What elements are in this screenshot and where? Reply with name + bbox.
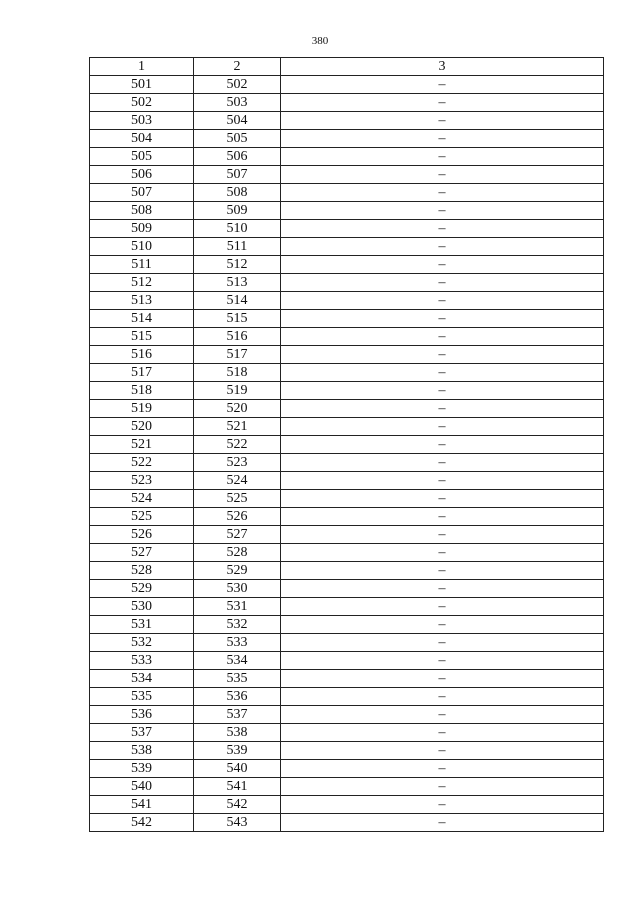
table-row <box>90 130 604 148</box>
table-cell-col3: – <box>281 148 604 166</box>
table-cell-col3: – <box>281 742 604 760</box>
table-row <box>90 184 604 202</box>
table-cell-col1: 506 <box>90 166 194 184</box>
table-cell-col1: 524 <box>90 490 194 508</box>
table-cell-col3: – <box>281 706 604 724</box>
table-cell-col2: 538 <box>194 724 281 742</box>
table-cell-col1: 509 <box>90 220 194 238</box>
table-cell-col1: 521 <box>90 436 194 454</box>
table-cell-col2: 542 <box>194 796 281 814</box>
table-row <box>90 634 604 652</box>
table-cell-col3: – <box>281 490 604 508</box>
table-cell-col1: 510 <box>90 238 194 256</box>
table-cell-col2: 531 <box>194 598 281 616</box>
table-row <box>90 274 604 292</box>
table-row <box>90 364 604 382</box>
table-cell-col3: – <box>281 76 604 94</box>
table-cell-col2: 536 <box>194 688 281 706</box>
table-cell-col1: 516 <box>90 346 194 364</box>
table-cell-col1: 529 <box>90 580 194 598</box>
table-row <box>90 94 604 112</box>
table-cell-col2: 502 <box>194 76 281 94</box>
table-row <box>90 112 604 130</box>
table-row <box>90 328 604 346</box>
table-cell-col1: 536 <box>90 706 194 724</box>
table-cell-col3: – <box>281 562 604 580</box>
table-row <box>90 688 604 706</box>
table-cell-col2: 524 <box>194 472 281 490</box>
table-row <box>90 238 604 256</box>
table-cell-col1: 541 <box>90 796 194 814</box>
table-cell-col2: 533 <box>194 634 281 652</box>
table-cell-col3: – <box>281 598 604 616</box>
table-cell-col2: 534 <box>194 652 281 670</box>
table-cell-col2: 509 <box>194 202 281 220</box>
table-cell-col2: 525 <box>194 490 281 508</box>
table-cell-col3: – <box>281 346 604 364</box>
table-cell-col3: – <box>281 724 604 742</box>
table-cell-col3: – <box>281 184 604 202</box>
table-cell-col3: – <box>281 94 604 112</box>
table-cell-col3: – <box>281 814 604 832</box>
table-row <box>90 472 604 490</box>
table-row <box>90 310 604 328</box>
table-cell-col3: – <box>281 616 604 634</box>
table-cell-col2: 517 <box>194 346 281 364</box>
table-cell-col1: 528 <box>90 562 194 580</box>
data-table <box>89 57 604 832</box>
table-row <box>90 544 604 562</box>
table-row <box>90 256 604 274</box>
table-cell-col3: – <box>281 400 604 418</box>
table-cell-col1: 538 <box>90 742 194 760</box>
table-cell-col2: 512 <box>194 256 281 274</box>
table-cell-col3: – <box>281 508 604 526</box>
table-row <box>90 616 604 634</box>
table-cell-col1: 531 <box>90 616 194 634</box>
table-cell-col3: – <box>281 256 604 274</box>
table-cell-col3: – <box>281 652 604 670</box>
table-cell-col2: 528 <box>194 544 281 562</box>
table-cell-col2: 504 <box>194 112 281 130</box>
table-cell-col2: 519 <box>194 382 281 400</box>
table-row <box>90 418 604 436</box>
table-row <box>90 724 604 742</box>
table-cell-col3: – <box>281 238 604 256</box>
table-row <box>90 778 604 796</box>
table-cell-col1: 527 <box>90 544 194 562</box>
table-row <box>90 400 604 418</box>
table-cell-col2: 521 <box>194 418 281 436</box>
table-row <box>90 490 604 508</box>
table-row <box>90 526 604 544</box>
table-cell-col1: 503 <box>90 112 194 130</box>
table-cell-col3: – <box>281 166 604 184</box>
table-cell-col1: 507 <box>90 184 194 202</box>
table-row <box>90 382 604 400</box>
table-row <box>90 670 604 688</box>
table-cell-col1: 512 <box>90 274 194 292</box>
table-cell-col2: 520 <box>194 400 281 418</box>
table-cell-col1: 530 <box>90 598 194 616</box>
table-cell-col3: – <box>281 760 604 778</box>
table-cell-col1: 534 <box>90 670 194 688</box>
table-cell-col2: 516 <box>194 328 281 346</box>
table-cell-col2: 527 <box>194 526 281 544</box>
table-cell-col2: 537 <box>194 706 281 724</box>
table-cell-col1: 539 <box>90 760 194 778</box>
table-row <box>90 202 604 220</box>
table-cell-col3: – <box>281 130 604 148</box>
table-cell-col1: 523 <box>90 472 194 490</box>
table-cell-col3: – <box>281 688 604 706</box>
table-cell-col2: 514 <box>194 292 281 310</box>
table-cell-col2: 540 <box>194 760 281 778</box>
table-row <box>90 166 604 184</box>
table-cell-col3: – <box>281 220 604 238</box>
table-cell-col3: – <box>281 112 604 130</box>
header-row <box>90 58 604 76</box>
table-row <box>90 580 604 598</box>
table-row <box>90 454 604 472</box>
table-cell-col1: 505 <box>90 148 194 166</box>
table-cell-col2: 518 <box>194 364 281 382</box>
table-body <box>90 76 604 832</box>
table-cell-col2: 522 <box>194 436 281 454</box>
table-cell-col1: 525 <box>90 508 194 526</box>
table-header <box>90 58 604 76</box>
table-cell-col3: – <box>281 328 604 346</box>
table-cell-col3: – <box>281 364 604 382</box>
table-cell-col2: 506 <box>194 148 281 166</box>
table-cell-col3: – <box>281 382 604 400</box>
table-cell-col1: 508 <box>90 202 194 220</box>
table-cell-col3: – <box>281 526 604 544</box>
table-cell-col1: 517 <box>90 364 194 382</box>
table-row <box>90 562 604 580</box>
column-header-1: 1 <box>90 58 194 76</box>
table-cell-col1: 515 <box>90 328 194 346</box>
table-cell-col1: 522 <box>90 454 194 472</box>
table-cell-col2: 511 <box>194 238 281 256</box>
table-row <box>90 76 604 94</box>
table-cell-col2: 530 <box>194 580 281 598</box>
table-cell-col3: – <box>281 436 604 454</box>
table-cell-col2: 539 <box>194 742 281 760</box>
table-cell-col1: 513 <box>90 292 194 310</box>
table-cell-col2: 529 <box>194 562 281 580</box>
table-cell-col2: 513 <box>194 274 281 292</box>
table-row <box>90 760 604 778</box>
table-cell-col3: – <box>281 418 604 436</box>
table-cell-col2: 507 <box>194 166 281 184</box>
table-cell-col2: 505 <box>194 130 281 148</box>
table-cell-col1: 537 <box>90 724 194 742</box>
page-number: 380 <box>311 35 329 47</box>
table-row <box>90 796 604 814</box>
table-cell-col1: 542 <box>90 814 194 832</box>
column-header-2: 2 <box>194 58 281 76</box>
table-row <box>90 814 604 832</box>
table-cell-col3: – <box>281 292 604 310</box>
table-cell-col2: 535 <box>194 670 281 688</box>
table-cell-col1: 540 <box>90 778 194 796</box>
table-cell-col1: 519 <box>90 400 194 418</box>
table-cell-col3: – <box>281 544 604 562</box>
table-cell-col2: 543 <box>194 814 281 832</box>
table-cell-col3: – <box>281 670 604 688</box>
table-cell-col3: – <box>281 580 604 598</box>
table-row <box>90 598 604 616</box>
table-row <box>90 742 604 760</box>
table-cell-col1: 502 <box>90 94 194 112</box>
table-cell-col3: – <box>281 274 604 292</box>
table-row <box>90 436 604 454</box>
table-cell-col1: 535 <box>90 688 194 706</box>
table-cell-col3: – <box>281 472 604 490</box>
table-cell-col2: 515 <box>194 310 281 328</box>
table-cell-col1: 526 <box>90 526 194 544</box>
table-cell-col3: – <box>281 202 604 220</box>
table-cell-col1: 532 <box>90 634 194 652</box>
table-row <box>90 220 604 238</box>
column-header-3: 3 <box>281 58 604 76</box>
table-cell-col1: 514 <box>90 310 194 328</box>
table-row <box>90 148 604 166</box>
table-cell-col1: 501 <box>90 76 194 94</box>
table-cell-col2: 508 <box>194 184 281 202</box>
table-cell-col1: 533 <box>90 652 194 670</box>
table-cell-col2: 510 <box>194 220 281 238</box>
table-cell-col1: 518 <box>90 382 194 400</box>
table-row <box>90 346 604 364</box>
table-cell-col1: 520 <box>90 418 194 436</box>
table-cell-col3: – <box>281 778 604 796</box>
table-cell-col2: 526 <box>194 508 281 526</box>
table-row <box>90 706 604 724</box>
table-cell-col2: 541 <box>194 778 281 796</box>
table-cell-col3: – <box>281 796 604 814</box>
table-cell-col3: – <box>281 634 604 652</box>
table-row <box>90 652 604 670</box>
table-cell-col1: 511 <box>90 256 194 274</box>
table-cell-col2: 503 <box>194 94 281 112</box>
table-cell-col2: 532 <box>194 616 281 634</box>
table-cell-col3: – <box>281 310 604 328</box>
table-row <box>90 292 604 310</box>
table-cell-col3: – <box>281 454 604 472</box>
table-cell-col2: 523 <box>194 454 281 472</box>
table-row <box>90 508 604 526</box>
table-cell-col1: 504 <box>90 130 194 148</box>
